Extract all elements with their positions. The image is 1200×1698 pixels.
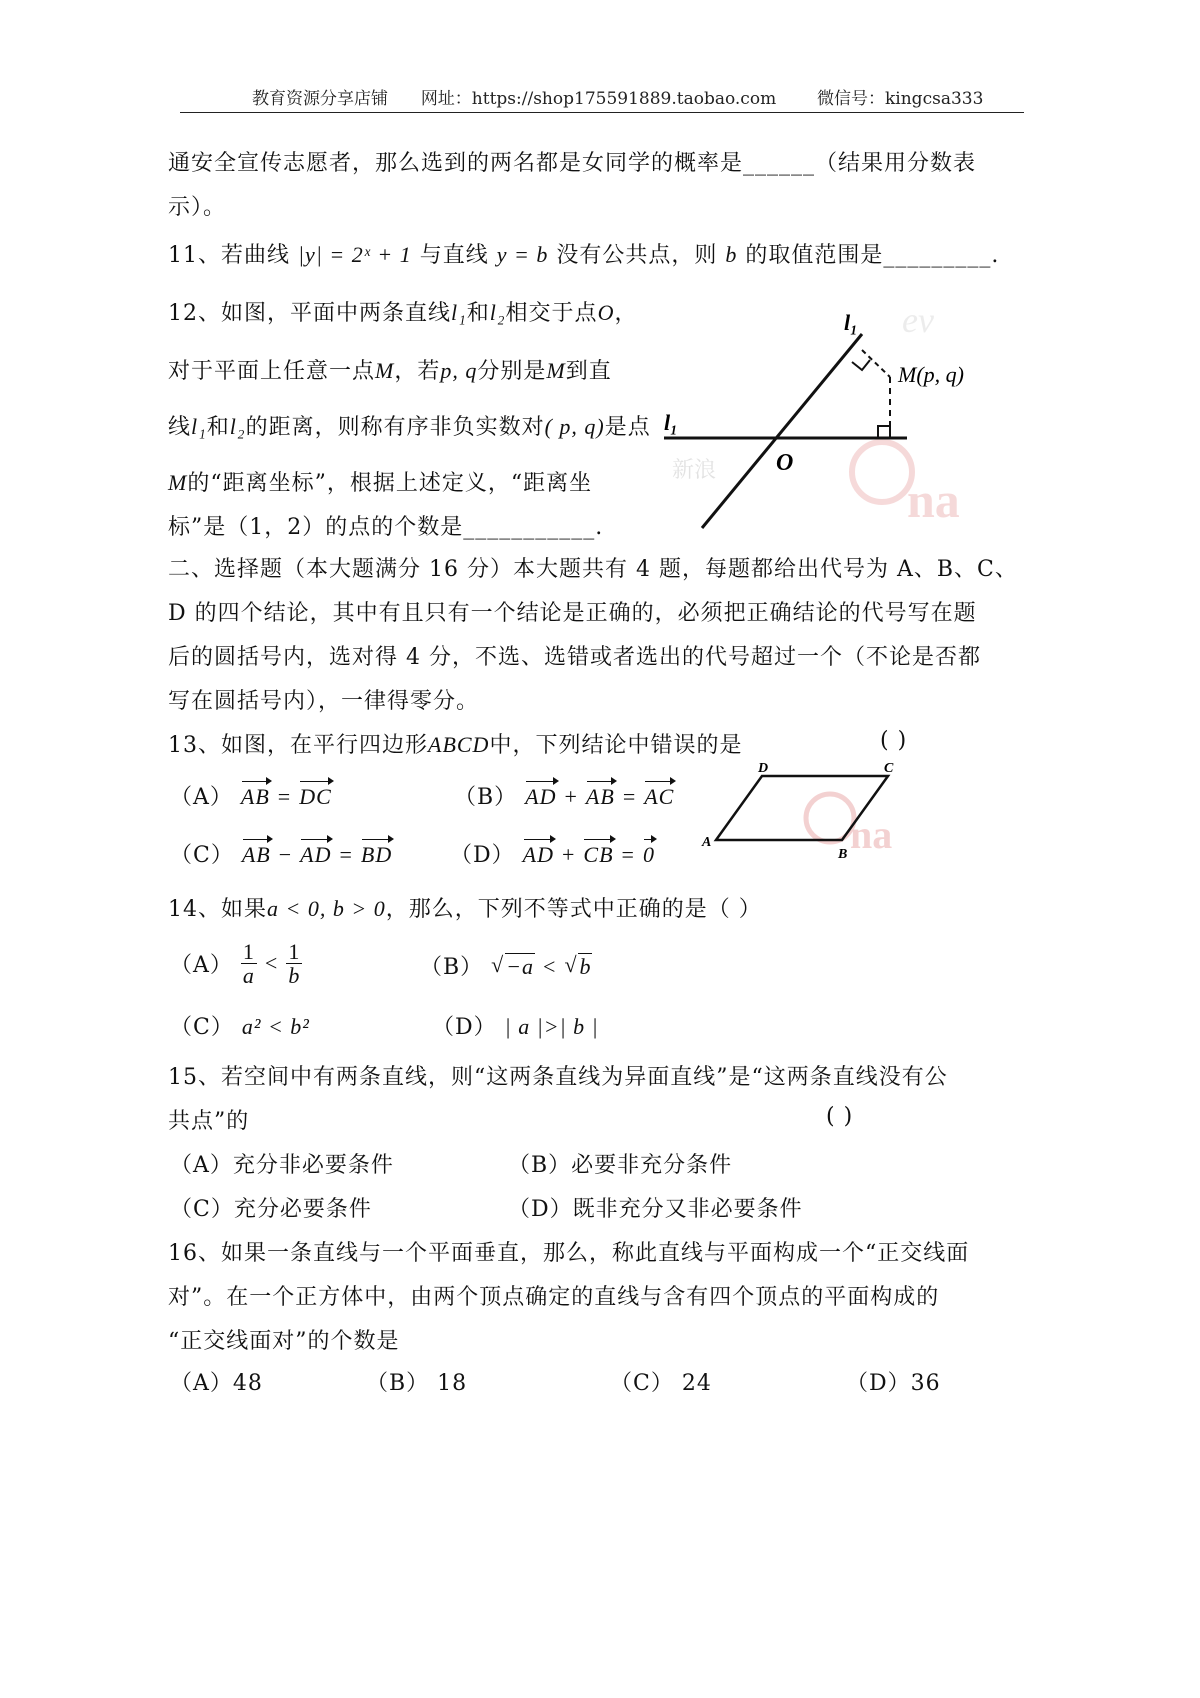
svg-text:新浪: 新浪 bbox=[672, 457, 717, 482]
q15-answer-paren: ( ) bbox=[826, 1104, 854, 1129]
q13-option-b bbox=[454, 780, 674, 811]
q13-b-v2: AB bbox=[585, 784, 615, 809]
q13-shape: ABCD bbox=[428, 732, 490, 757]
q13-c-label: （C） bbox=[170, 843, 234, 868]
q12-and-b: 和 bbox=[206, 415, 230, 440]
q12-l2: l₂ bbox=[489, 300, 506, 325]
q12-fig-O-label: O bbox=[776, 450, 794, 476]
section2-line3: 后的圆括号内，选对得 4 分，不选、选错或者选出的代号超过一个（不论是否都 bbox=[168, 645, 981, 670]
q15-option-d: （D）既非充分又非必要条件 bbox=[508, 1197, 803, 1222]
q14-a-num2: 1 bbox=[288, 939, 301, 964]
q13-a-v2: DC bbox=[299, 784, 332, 809]
q12-text-a: 12、如图，平面中两条直线 bbox=[168, 301, 451, 326]
q14-a-den2: b bbox=[288, 963, 301, 989]
q12-fig-l2-label: l₁ bbox=[664, 410, 678, 435]
q13-stem-b: 中，下列结论中错误的是 bbox=[489, 733, 743, 758]
q13-c-v2: AD bbox=[300, 842, 332, 867]
q16-option-b: （B） 18 bbox=[366, 1371, 468, 1396]
q14-option-c bbox=[170, 1010, 310, 1041]
q13-a-op: = bbox=[277, 784, 292, 809]
q12-line4-b: 的“距离坐标”，根据上述定义，“距离坐 bbox=[187, 471, 593, 496]
svg-text:na: na bbox=[850, 812, 893, 857]
q16-option-a: （A）48 bbox=[170, 1371, 263, 1396]
svg-text:na: na bbox=[907, 472, 960, 528]
q14-a-den1: a bbox=[242, 963, 255, 989]
q13-answer-paren: ( ) bbox=[880, 728, 908, 753]
q14-d-label: （D） bbox=[432, 1015, 497, 1040]
q16-option-c: （C） 24 bbox=[610, 1371, 712, 1396]
q14-b-left bbox=[491, 954, 535, 980]
svg-text:ev: ev bbox=[902, 300, 934, 340]
section2-line2: D 的四个结论，其中有且只有一个结论是正确的，必须把正确结论的代号写在题 bbox=[168, 601, 977, 626]
q13-d-v2: CB bbox=[583, 842, 614, 867]
q11-formula: |y| = 2ˣ + 1 bbox=[298, 242, 412, 267]
q12-line5: 标”是（1，2）的点的个数是___________. bbox=[168, 515, 604, 540]
q13-stem bbox=[168, 728, 742, 759]
q13-b-v3: AC bbox=[644, 784, 675, 809]
q12-fig-M-label: M(p, q) bbox=[898, 362, 964, 387]
q16-line3: “正交线面对”的个数是 bbox=[168, 1329, 400, 1354]
q12-figure bbox=[652, 292, 1002, 540]
q14-cond: a < 0, b > 0 bbox=[267, 896, 386, 921]
q12-text-b: 相交于点 bbox=[505, 301, 598, 326]
q12-line3-c: 是点 bbox=[604, 415, 651, 440]
header-shop: 教育资源分享店铺 bbox=[252, 89, 388, 109]
q14-b-right bbox=[564, 954, 592, 980]
q13-option-d bbox=[450, 838, 655, 869]
q12-and: 和 bbox=[466, 301, 490, 326]
q12-line3-b: 的距离，则称有序非负实数对 bbox=[245, 415, 545, 440]
q14-b-right-val: b bbox=[579, 954, 592, 979]
q15-option-b: （B）必要非充分条件 bbox=[508, 1153, 733, 1178]
q13-fig-C: C bbox=[884, 761, 894, 776]
q13-fig-B: B bbox=[838, 847, 848, 862]
q11-line-eq: y = b bbox=[496, 242, 549, 267]
q14-d-expr: | a |>| b | bbox=[504, 1014, 599, 1039]
q12-line3-a: 线 bbox=[168, 415, 192, 440]
q12-line4 bbox=[168, 466, 592, 497]
q12-M2: M bbox=[546, 358, 566, 383]
q14-a-num1: 1 bbox=[242, 939, 255, 964]
q13-c-v1: AB bbox=[241, 842, 271, 867]
q14-option-a bbox=[170, 940, 302, 987]
section2-line4: 写在圆括号内），一律得零分。 bbox=[168, 689, 480, 714]
q12-line2-b: ，若 bbox=[394, 359, 441, 384]
q13-b-op1: + bbox=[564, 784, 578, 809]
q14-stem bbox=[168, 892, 762, 923]
q14-a-label: （A） bbox=[170, 953, 233, 979]
q14-stem-a: 14、如果 bbox=[168, 897, 267, 922]
q13-fig-A: A bbox=[702, 835, 712, 850]
q11-text bbox=[168, 238, 999, 269]
q15-option-c: （C）充分必要条件 bbox=[170, 1197, 372, 1222]
q13-watermark bbox=[806, 794, 892, 857]
q10-line2: 示）。 bbox=[168, 195, 227, 220]
q13-a-v1: AB bbox=[240, 784, 270, 809]
q15-option-a: （A）充分非必要条件 bbox=[170, 1153, 394, 1178]
q14-b-left-val: −a bbox=[506, 954, 535, 979]
q14-b-label: （B） bbox=[420, 955, 484, 980]
header-bar bbox=[252, 84, 983, 109]
q13-c-op2: = bbox=[339, 842, 353, 867]
q14-a-op: < bbox=[264, 950, 279, 976]
q12-O: O bbox=[597, 300, 615, 325]
q15-line2: 共点”的 bbox=[168, 1109, 250, 1134]
q13-b-v1: AD bbox=[525, 784, 557, 809]
q11-suffix: 没有公共点，则 bbox=[556, 243, 718, 268]
q13-option-c bbox=[170, 838, 392, 869]
q13-stem-a: 13、如图，在平行四边形 bbox=[168, 733, 428, 758]
q14-option-d bbox=[432, 1010, 599, 1041]
q13-d-v1: AD bbox=[522, 842, 554, 867]
header-url: 网址：https://shop175591889.taobao.com bbox=[420, 89, 777, 109]
q12-comma: ， bbox=[614, 301, 638, 326]
header-rule bbox=[180, 112, 1024, 113]
q14-stem-b: ，那么，下列不等式中正确的是（ ） bbox=[385, 897, 762, 922]
q12-line3 bbox=[168, 410, 651, 441]
q12-pair: ( p, q) bbox=[544, 414, 605, 439]
q14-c-label: （C） bbox=[170, 1015, 234, 1040]
q14-option-b bbox=[420, 950, 592, 981]
q14-b-op: < bbox=[543, 954, 557, 979]
q13-c-op1: − bbox=[278, 842, 293, 867]
section2-line1: 二、选择题（本大题满分 16 分）本大题共有 4 题，每题都给出代号为 A、B、C、 bbox=[168, 557, 1018, 582]
q14-a-frac2 bbox=[286, 940, 302, 987]
header-wechat: 微信号：kingcsa333 bbox=[817, 89, 984, 109]
q13-d-op2: = bbox=[621, 842, 635, 867]
q13-a-label: （A） bbox=[170, 785, 233, 810]
q12-line2 bbox=[168, 354, 612, 385]
q13-b-op2: = bbox=[622, 784, 637, 809]
q12-line2-d: 到直 bbox=[565, 359, 612, 384]
q13-option-a bbox=[170, 780, 332, 811]
q11-middle: 与直线 bbox=[419, 243, 489, 268]
q13-d-label: （D） bbox=[450, 843, 515, 868]
q16-line1: 16、如果一条直线与一个平面垂直，那么，称此直线与平面构成一个“正交线面 bbox=[168, 1241, 970, 1266]
q10-line1: 通安全宣传志愿者，那么选到的两名都是女同学的概率是______（结果用分数表 bbox=[168, 151, 977, 176]
q12-l2-b: l₂ bbox=[229, 414, 246, 439]
q14-c-expr: a² < b² bbox=[241, 1014, 310, 1039]
q11-end: 的取值范围是_________. bbox=[745, 243, 1000, 268]
q12-line2-a: 对于平面上任意一点 bbox=[168, 359, 376, 384]
q12-l1: l₁ bbox=[451, 300, 467, 325]
q12-line2-c: 分别是 bbox=[477, 359, 547, 384]
q12-pq: p, q bbox=[440, 358, 478, 383]
q12-line1 bbox=[168, 296, 637, 327]
q16-option-d: （D）36 bbox=[846, 1371, 941, 1396]
q12-l1-b: l₁ bbox=[191, 414, 207, 439]
q12-M: M bbox=[375, 358, 395, 383]
q14-a-frac1 bbox=[241, 940, 257, 987]
q15-line1: 15、若空间中有两条直线，则“这两条直线为异面直线”是“这两条直线没有公 bbox=[168, 1065, 948, 1090]
q16-line2: 对”。在一个正方体中，由两个顶点确定的直线与含有四个顶点的平面构成的 bbox=[168, 1285, 940, 1310]
q13-d-v3: 0 bbox=[642, 842, 655, 867]
q13-b-label: （B） bbox=[454, 785, 518, 810]
q13-figure bbox=[700, 760, 910, 870]
q12-fig-l1-label: l₁ bbox=[844, 310, 858, 335]
q12-M3: M bbox=[168, 470, 188, 495]
q13-d-op1: + bbox=[561, 842, 576, 867]
q11-prefix: 11、若曲线 bbox=[168, 243, 290, 268]
q13-fig-D: D bbox=[758, 761, 769, 776]
q13-c-v3: BD bbox=[360, 842, 393, 867]
q11-var: b bbox=[725, 242, 738, 267]
